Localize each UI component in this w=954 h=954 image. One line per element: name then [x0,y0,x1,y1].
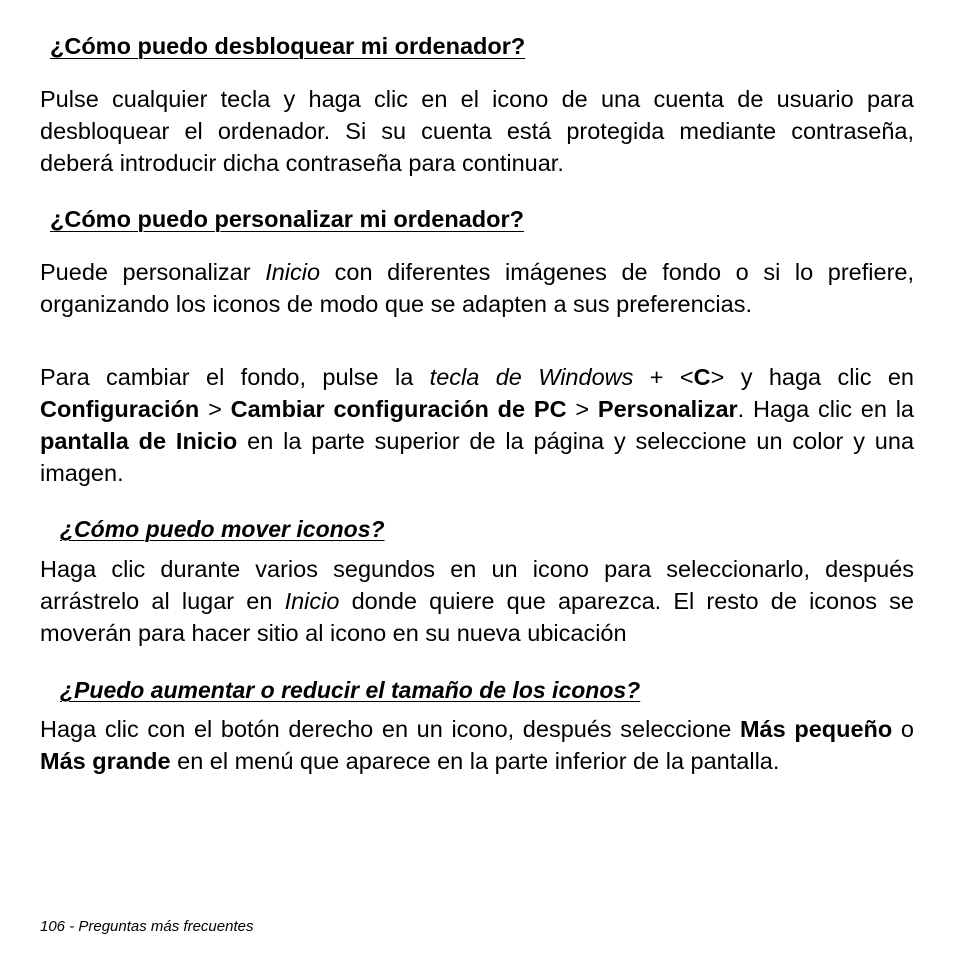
heading-unlock: ¿Cómo puedo desbloquear mi ordenador? [50,33,526,59]
text-run: con diferentes imágenes de fondo o si lo prefiere, organizando los iconos de modo que se adapten a sus preferencias. [40,259,914,317]
text-run: donde quiere que aparezca. El resto de iconos se moverán para hacer sitio al icono en su nueva ubicación [40,588,914,646]
heading-personalize: ¿Cómo puedo personalizar mi ordenador? [50,206,524,232]
text-run: Haga clic durante varios segundos en un icono para seleccionarlo, después arrástrelo al lugar en [40,556,914,614]
bold-term: pantalla de Inicio [40,428,238,454]
text-run: . Haga clic en la [737,396,914,422]
text-run: Puede personalizar [40,259,266,285]
italic-term: Inicio [265,259,321,285]
paragraph-move-icons [40,553,914,649]
text-run: Para cambiar el fondo, pulse la [40,364,430,390]
bold-term: Configuración [40,396,200,422]
bold-key: C [693,364,711,390]
bold-term: Personalizar [597,396,738,422]
italic-term: Inicio [284,588,340,614]
subheading-resize-icons: ¿Puedo aumentar o reducir el tamaño de los iconos? [60,677,641,703]
bold-term: Cambiar configuración de PC [230,396,567,422]
text-run: + < [633,364,694,390]
italic-term: tecla de Windows [429,364,634,390]
text-run: en la parte superior de la página y seleccione un color y una imagen. [40,428,915,486]
page-footer: 106 - Preguntas más frecuentes [40,918,254,935]
text-run: > [199,396,231,422]
text-run: o [892,716,914,742]
paragraph-resize-icons [40,713,914,777]
bold-term: Más pequeño [739,716,893,742]
paragraph-unlock: Pulse cualquier tecla y haga clic en el icono de una cuenta de usuario para desbloquear el ordenador. Si su cuenta está protegida mediante contraseña, deberá introducir dicha contraseña para continuar. [40,86,914,176]
text-run: en el menú que aparece en la parte inferior de la pantalla. [170,748,780,774]
paragraph-personalize-background [40,361,914,489]
text-run: > [566,396,598,422]
text-run: Haga clic con el botón derecho en un icono, después seleccione [40,716,740,742]
subheading-move-icons: ¿Cómo puedo mover iconos? [60,516,385,542]
paragraph-personalize-intro [40,256,914,320]
text-run: > y haga clic en [710,364,914,390]
bold-term: Más grande [40,748,171,774]
